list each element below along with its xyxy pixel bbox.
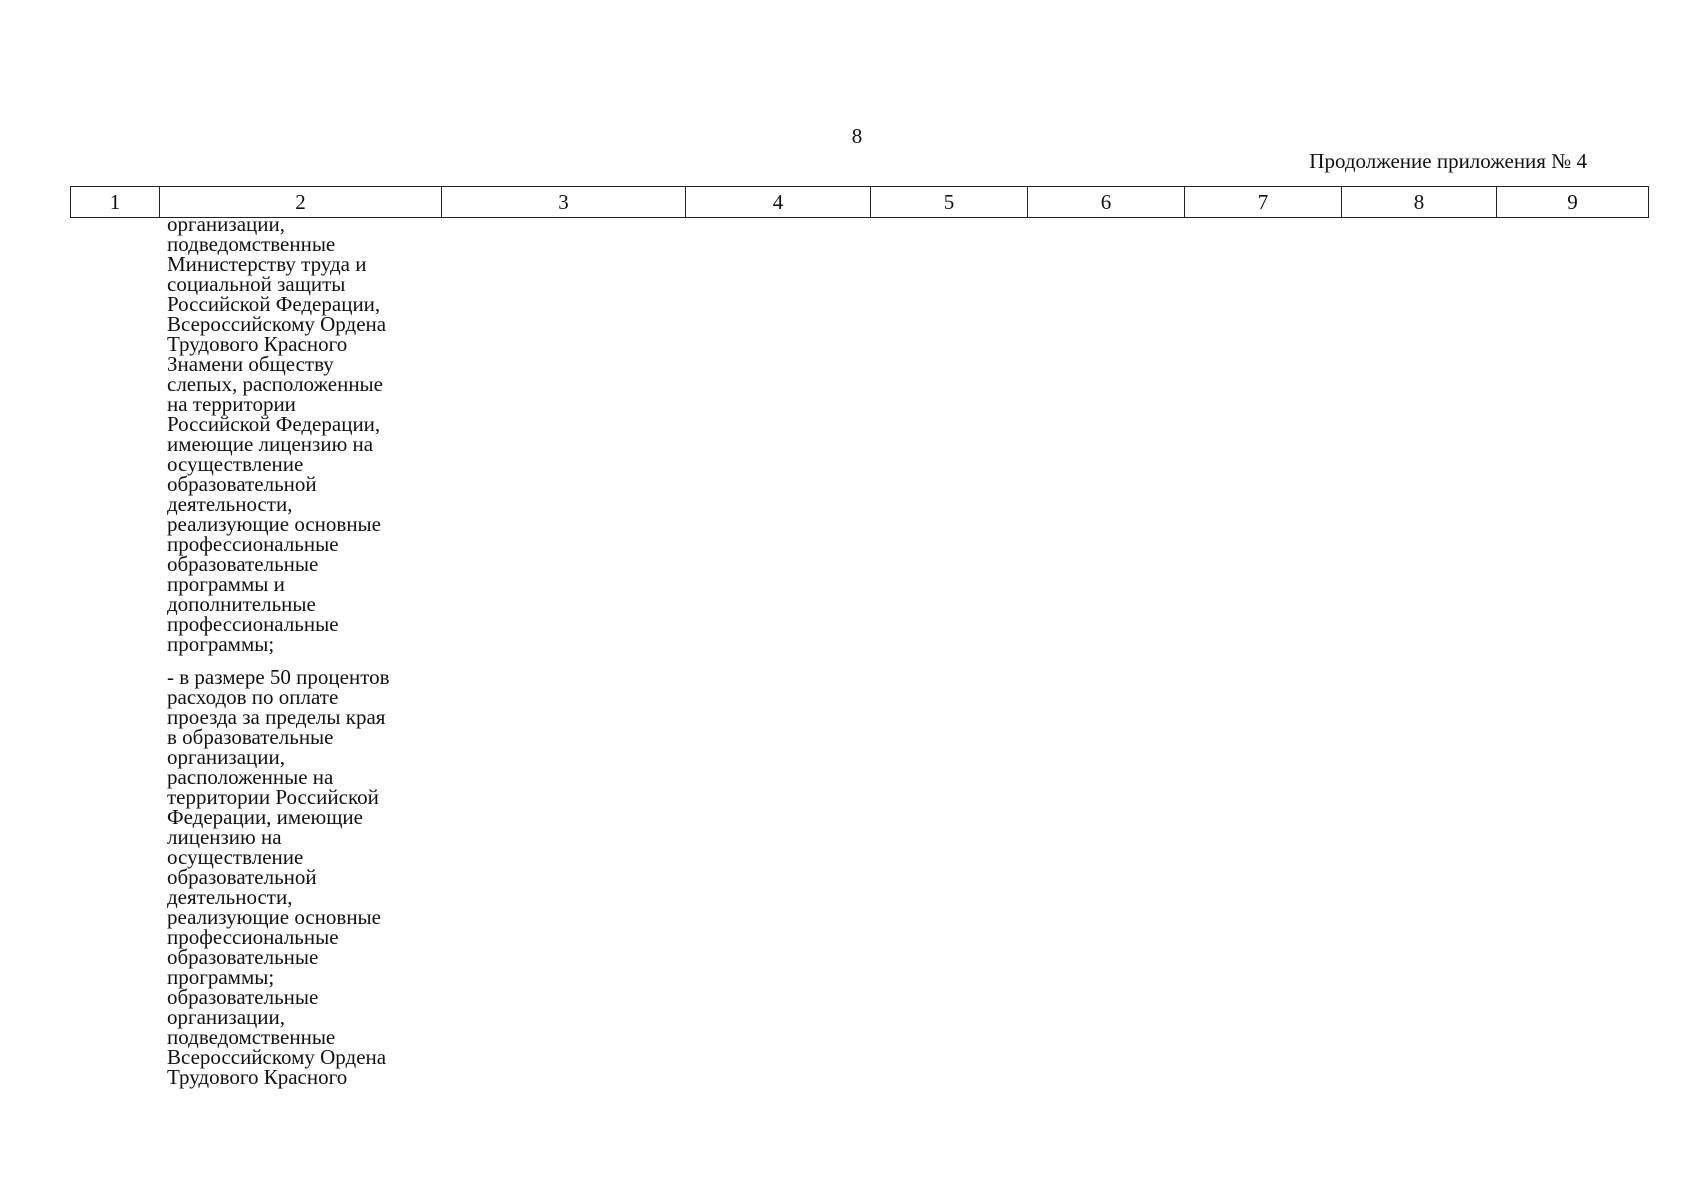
column-number-cell: 7 bbox=[1185, 187, 1342, 218]
column-number-row bbox=[71, 187, 1649, 218]
column-number-cell: 6 bbox=[1028, 187, 1185, 218]
text-line: Федерации, имеющие bbox=[167, 805, 363, 829]
text-line: профессиональные bbox=[167, 925, 339, 949]
column-2-paragraph bbox=[167, 214, 457, 654]
column-number-cell: 5 bbox=[871, 187, 1028, 218]
text-line: проезда за пределы края bbox=[167, 705, 386, 729]
column-number-cell: 1 bbox=[71, 187, 160, 218]
text-line: Российской Федерации, bbox=[167, 292, 381, 316]
text-line: - в размере 50 процентов bbox=[167, 665, 390, 689]
column-number-cell: 9 bbox=[1497, 187, 1649, 218]
text-line: программы; bbox=[167, 965, 275, 989]
text-line: подведомственные bbox=[167, 1025, 336, 1049]
text-line: имеющие лицензию на bbox=[167, 432, 374, 456]
text-line: деятельности, bbox=[167, 885, 293, 909]
text-line: слепых, расположенные bbox=[167, 372, 383, 396]
text-line: профессиональные bbox=[167, 532, 339, 556]
text-line: профессиональные bbox=[167, 612, 339, 636]
text-line: лицензию на bbox=[167, 825, 282, 849]
text-line: реализующие основные bbox=[167, 905, 381, 929]
text-line: Трудового Красного bbox=[167, 332, 348, 356]
text-line: подведомственные bbox=[167, 232, 336, 256]
text-line: программы и bbox=[167, 572, 285, 596]
text-line: Всероссийскому Ордена bbox=[167, 312, 387, 336]
text-line: организации, bbox=[167, 212, 285, 236]
text-line: образовательной bbox=[167, 472, 317, 496]
text-line: образовательные bbox=[167, 945, 319, 969]
text-line: в образовательные bbox=[167, 725, 334, 749]
text-line: Российской Федерации, bbox=[167, 412, 381, 436]
text-line: Министерству труда и bbox=[167, 252, 367, 276]
text-line: территории Российской bbox=[167, 785, 379, 809]
text-line: Всероссийскому Ордена bbox=[167, 1045, 387, 1069]
appendix-continuation-label: Продолжение приложения № 4 bbox=[1309, 149, 1587, 173]
column-number-cell: 8 bbox=[1342, 187, 1497, 218]
column-number-cell: 2 bbox=[160, 187, 442, 218]
text-line: осуществление bbox=[167, 452, 304, 476]
text-line: дополнительные bbox=[167, 592, 316, 616]
text-line: реализующие основные bbox=[167, 512, 381, 536]
text-line: программы; bbox=[167, 632, 275, 656]
column-2-text bbox=[167, 214, 457, 1087]
text-line: образовательные bbox=[167, 985, 319, 1009]
column-2-paragraph bbox=[167, 667, 457, 1087]
text-line: Трудового Красного bbox=[167, 1065, 348, 1089]
text-line: Знамени обществу bbox=[167, 352, 334, 376]
text-line: деятельности, bbox=[167, 492, 293, 516]
text-line: на территории bbox=[167, 392, 296, 416]
column-number-cell: 3 bbox=[442, 187, 686, 218]
text-line: расположенные на bbox=[167, 765, 334, 789]
text-line: расходов по оплате bbox=[167, 685, 339, 709]
text-line: организации, bbox=[167, 745, 285, 769]
text-line: социальной защиты bbox=[167, 272, 346, 296]
text-line: осуществление bbox=[167, 845, 304, 869]
column-number-cell: 4 bbox=[686, 187, 871, 218]
text-line: организации, bbox=[167, 1005, 285, 1029]
text-line: образовательные bbox=[167, 552, 319, 576]
text-line: образовательной bbox=[167, 865, 317, 889]
page-number: 8 bbox=[851, 124, 863, 148]
